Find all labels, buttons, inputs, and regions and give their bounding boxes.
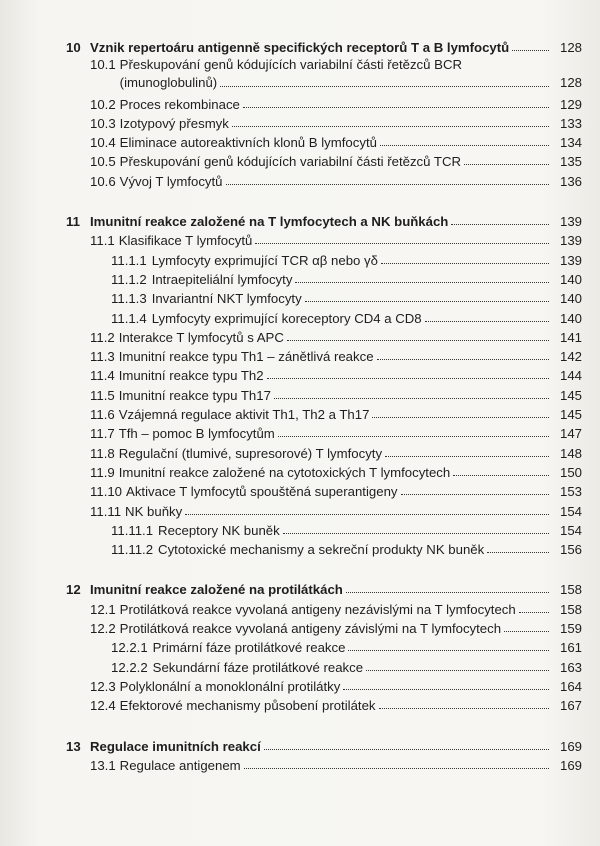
toc-entry[interactable] <box>0 617 600 636</box>
dot-leader <box>226 184 549 185</box>
dot-leader <box>278 436 549 437</box>
toc-entry[interactable] <box>0 499 600 518</box>
dot-leader <box>381 263 549 264</box>
page-number: 159 <box>559 621 582 637</box>
page-number: 145 <box>559 407 582 423</box>
entry-title-block <box>120 55 582 91</box>
chapter-number: 11 <box>66 214 80 230</box>
entry-title: Lymfocyty exprimující koreceptory CD4 a CD8 <box>151 310 422 326</box>
page-number: 141 <box>559 329 582 345</box>
chapter-title: Regulace imunitních reakcí <box>90 738 261 754</box>
page-number: 139 <box>559 233 582 249</box>
entry-title: Přeskupování genů kódujících variabilní části řetězců TCR <box>119 154 462 170</box>
entry-title: Proces rekombinace <box>119 96 240 112</box>
entry-number: 10.6 <box>90 173 116 189</box>
dot-leader <box>464 164 549 165</box>
page-number: 153 <box>559 484 582 500</box>
dot-leader <box>244 768 549 769</box>
chapter-title: Imunitní reakce založené na T lymfocytech a NK buňkách <box>90 214 449 230</box>
dot-leader <box>295 282 549 283</box>
entry-number: 12.2 <box>90 621 116 637</box>
chapter-title: Imunitní reakce založené na protilátkách <box>90 582 343 598</box>
entry-title: Klasifikace T lymfocytů <box>118 233 253 249</box>
entry-title: Sekundární fáze protilátkové reakce <box>152 659 364 675</box>
chapter-number: 10 <box>66 40 81 56</box>
entry-title: Regulace antigenem <box>119 757 241 773</box>
page-number: 161 <box>559 640 582 656</box>
toc-subentry[interactable] <box>0 306 600 325</box>
entry-number: 12.3 <box>90 678 116 694</box>
toc-subentry[interactable] <box>0 655 600 674</box>
page-number: 133 <box>559 115 582 131</box>
dot-leader <box>220 86 549 87</box>
toc-subentry[interactable] <box>0 519 600 538</box>
entry-number: 11.1.1 <box>111 252 147 268</box>
entry-title: Receptory NK buněk <box>158 522 280 538</box>
toc-entry[interactable] <box>0 92 600 111</box>
entry-number: 10.5 <box>90 154 116 170</box>
toc-entry[interactable] <box>0 345 600 364</box>
page-number: 167 <box>559 698 582 714</box>
page-number: 169 <box>559 738 582 754</box>
chapter-heading[interactable] <box>0 578 600 597</box>
entry-number: 10.1 <box>90 57 116 73</box>
page-number: 134 <box>559 135 582 151</box>
entry-title: Lymfocyty exprimující TCR αβ nebo γδ <box>151 252 378 268</box>
entry-number: 13.1 <box>90 757 116 773</box>
chapter-heading[interactable] <box>0 734 600 753</box>
page-number: 158 <box>559 601 582 617</box>
toc-entry[interactable] <box>0 55 600 92</box>
entry-number: 10.3 <box>90 115 116 131</box>
dot-leader <box>377 359 549 360</box>
toc-section <box>0 36 600 189</box>
page-number: 158 <box>559 582 582 598</box>
entry-title: Imunitní reakce typu Th1 – zánětlivá reakce <box>118 349 374 365</box>
page-number: 156 <box>559 542 582 558</box>
dot-leader <box>451 224 549 225</box>
toc-entry[interactable] <box>0 597 600 616</box>
dot-leader <box>343 689 549 690</box>
entry-number: 11.1.3 <box>111 291 147 307</box>
entry-title: Izotypový přesmyk <box>119 115 229 131</box>
entry-title: Invariantní NKT lymfocyty <box>151 291 302 307</box>
chapter-heading[interactable] <box>0 36 600 55</box>
dot-leader <box>287 340 549 341</box>
entry-number: 11.1.4 <box>111 310 147 326</box>
entry-number: 12.2.2 <box>111 659 148 675</box>
entry-number: 10.4 <box>90 135 116 151</box>
toc-entry[interactable] <box>0 326 600 345</box>
entry-title: Primární fáze protilátkové reakce <box>152 640 346 656</box>
page-number: 128 <box>559 75 582 91</box>
dot-leader <box>504 631 549 632</box>
page-number: 154 <box>559 503 582 519</box>
page-number: 144 <box>559 368 582 384</box>
dot-leader <box>512 50 549 51</box>
dot-leader <box>487 552 549 553</box>
toc-entry[interactable] <box>0 229 600 248</box>
dot-leader <box>267 378 549 379</box>
toc-subentry[interactable] <box>0 248 600 267</box>
toc-entry[interactable] <box>0 675 600 694</box>
page-number: 128 <box>559 40 582 56</box>
dot-leader <box>425 321 549 322</box>
page-number: 169 <box>559 757 582 773</box>
entry-title-line: Přeskupování genů kódujících variabilní části řetězců BCR <box>119 57 462 73</box>
entry-number: 12.2.1 <box>111 640 148 656</box>
page-number: 140 <box>559 271 582 287</box>
page-number: 135 <box>559 154 582 170</box>
entry-number: 11.1 <box>90 233 115 249</box>
entry-title: Imunitní reakce založené na cytotoxických T lymfocytech <box>118 464 451 480</box>
dot-leader <box>366 670 549 671</box>
entry-title: Efektorové mechanismy působení protilátek <box>119 698 376 714</box>
entry-title-continuation: (imunoglobulinů) <box>119 75 218 91</box>
page-number: 154 <box>559 522 582 538</box>
dot-leader <box>401 494 549 495</box>
entry-title: NK buňky <box>125 503 183 519</box>
page-number: 136 <box>559 173 582 189</box>
toc-entry[interactable] <box>0 112 600 131</box>
dot-leader <box>232 126 549 127</box>
entry-number: 12.1 <box>90 601 116 617</box>
entry-number: 10.2 <box>90 96 116 112</box>
entry-number: 11.1.2 <box>111 271 147 287</box>
page-number: 148 <box>559 445 582 461</box>
entry-title: Imunitní reakce typu Th17 <box>118 387 271 403</box>
entry-number: 12.4 <box>90 698 116 714</box>
entry-number: 11.2 <box>90 329 115 345</box>
dot-leader <box>264 749 549 750</box>
chapter-number: 13 <box>66 738 81 754</box>
toc-subentry[interactable] <box>0 268 600 287</box>
entry-title: Tfh – pomoc B lymfocytům <box>118 426 275 442</box>
entry-title: Regulační (tlumivé, supresorové) T lymfocyty <box>118 445 383 461</box>
entry-title: Aktivace T lymfocytů spouštěná superantigeny <box>126 484 398 500</box>
dot-leader <box>185 514 549 515</box>
dot-leader <box>255 243 549 244</box>
table-of-contents <box>0 36 600 794</box>
entry-title: Cytotoxické mechanismy a sekreční produkty NK buněk <box>158 542 485 558</box>
toc-section <box>0 734 600 773</box>
chapter-title: Vznik repertoáru antigenně specifických receptorů T a B lymfocytů <box>90 40 510 56</box>
dot-leader <box>243 107 549 108</box>
toc-entry[interactable] <box>0 169 600 188</box>
entry-title: Protilátková reakce vyvolaná antigeny závislými na T lymfocytech <box>119 621 502 637</box>
toc-entry[interactable] <box>0 131 600 150</box>
entry-number: 11.7 <box>90 426 115 442</box>
dot-leader <box>453 475 549 476</box>
page-number: 140 <box>559 310 582 326</box>
page-number: 139 <box>559 214 582 230</box>
entry-number: 11.9 <box>90 464 115 480</box>
toc-section <box>0 210 600 557</box>
dot-leader <box>385 456 549 457</box>
entry-number: 11.8 <box>90 445 115 461</box>
dot-leader <box>274 398 549 399</box>
page-number: 140 <box>559 291 582 307</box>
entry-title: Vzájemná regulace aktivit Th1, Th2 a Th17 <box>118 407 370 423</box>
entry-number: 11.10 <box>90 484 123 500</box>
dot-leader <box>379 708 550 709</box>
entry-number: 11.5 <box>90 387 115 403</box>
entry-number: 11.6 <box>90 407 115 423</box>
dot-leader <box>380 145 549 146</box>
page-number: 163 <box>559 659 582 675</box>
entry-title-line <box>120 74 582 91</box>
entry-title: Intraepiteliální lymfocyty <box>151 271 293 287</box>
dot-leader <box>283 533 549 534</box>
entry-title: Protilátková reakce vyvolaná antigeny nezávislými na T lymfocytech <box>119 601 516 617</box>
toc-entry[interactable] <box>0 461 600 480</box>
page-number: 150 <box>559 464 582 480</box>
entry-title: Imunitní reakce typu Th2 <box>118 368 264 384</box>
entry-title: Eliminace autoreaktivních klonů B lymfocytů <box>119 135 377 151</box>
dot-leader <box>348 650 549 651</box>
dot-leader <box>372 417 549 418</box>
dot-leader <box>519 612 549 613</box>
page-number: 129 <box>559 96 582 112</box>
toc-entry[interactable] <box>0 480 600 499</box>
toc-entry[interactable] <box>0 150 600 169</box>
toc-entry[interactable] <box>0 441 600 460</box>
page-number: 164 <box>559 678 582 694</box>
toc-entry[interactable] <box>0 422 600 441</box>
entry-title: Polyklonální a monoklonální protilátky <box>119 678 341 694</box>
entry-number: 11.11.1 <box>111 522 154 538</box>
entry-number: 11.11 <box>90 503 122 519</box>
entry-number: 11.3 <box>90 349 115 365</box>
toc-entry[interactable] <box>0 364 600 383</box>
toc-entry[interactable] <box>0 754 600 773</box>
page-number: 142 <box>559 349 582 365</box>
toc-entry[interactable] <box>0 383 600 402</box>
entry-number: 11.4 <box>90 368 115 384</box>
dot-leader <box>346 592 549 593</box>
toc-subentry[interactable] <box>0 636 600 655</box>
toc-subentry[interactable] <box>0 538 600 557</box>
page-number: 139 <box>559 252 582 268</box>
page-number: 147 <box>559 426 582 442</box>
entry-title: Vývoj T lymfocytů <box>119 173 223 189</box>
entry-number: 11.11.2 <box>111 542 154 558</box>
toc-subentry[interactable] <box>0 287 600 306</box>
chapter-number: 12 <box>66 582 81 598</box>
toc-entry[interactable] <box>0 694 600 713</box>
dot-leader <box>305 301 549 302</box>
toc-entry[interactable] <box>0 403 600 422</box>
page-number: 145 <box>559 387 582 403</box>
chapter-heading[interactable] <box>0 210 600 229</box>
toc-section <box>0 578 600 713</box>
entry-title: Interakce T lymfocytů s APC <box>118 329 284 345</box>
